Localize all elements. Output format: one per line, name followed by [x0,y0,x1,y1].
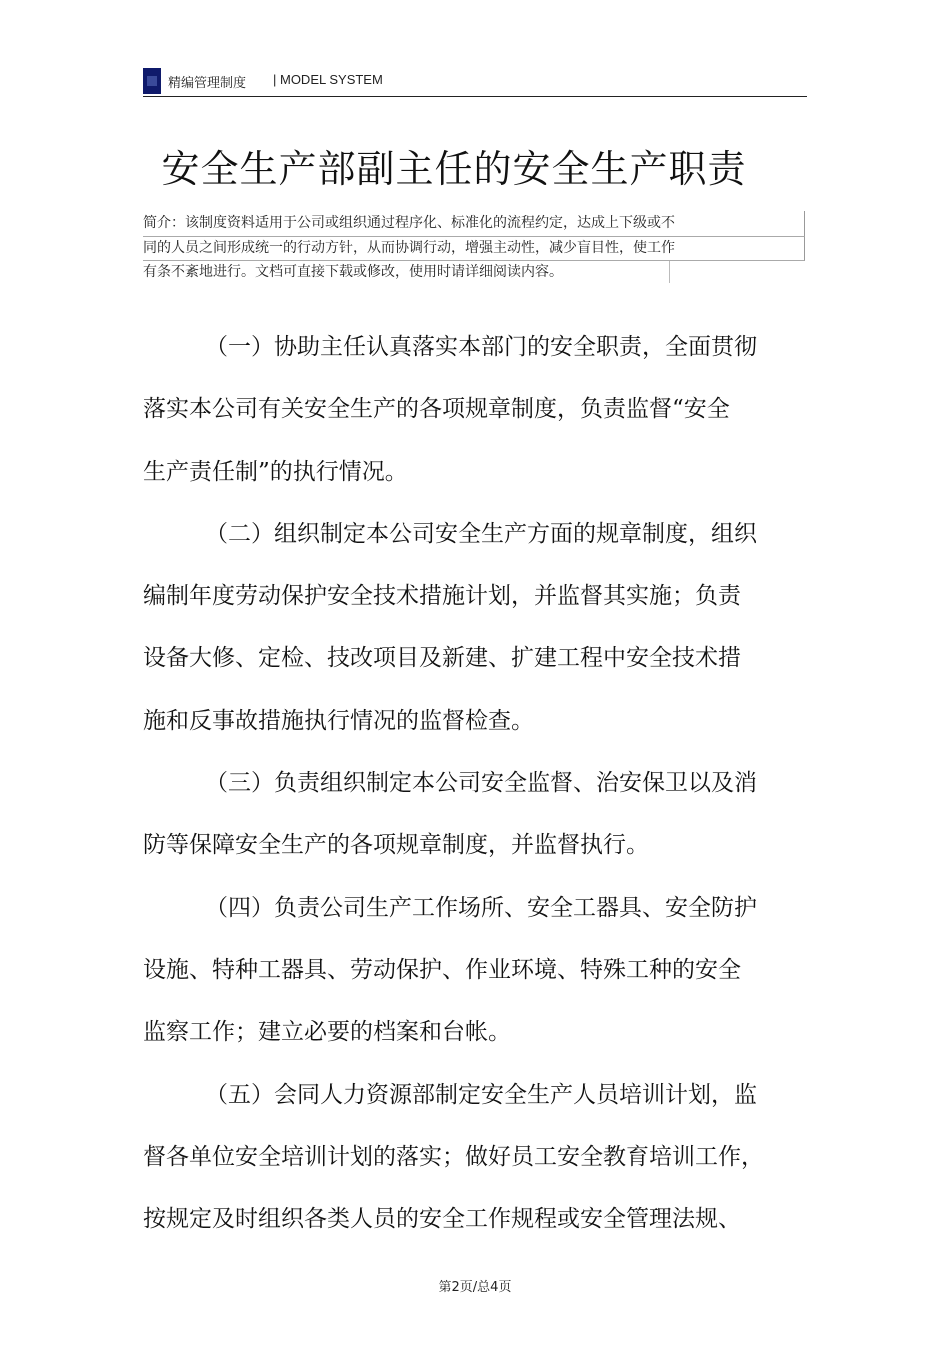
body-line: 按规定及时组织各类人员的安全工作规程或安全管理法规、 [143,1206,741,1233]
logo-icon [143,68,161,94]
body-line: 设施、特种工器具、劳动保护、作业环境、特殊工种的安全 [143,956,741,983]
header-model-system: | MODEL SYSTEM [273,72,383,87]
body-line: 监察工作；建立必要的档案和台帐。 [143,1019,511,1046]
body-line: 落实本公司有关安全生产的各项规章制度，负责监督“安全 [143,396,730,423]
body-line: 编制年度劳动保护安全技术措施计划，并监督其实施；负责 [143,583,741,610]
document-body [143,316,764,1250]
body-line: 督各单位安全培训计划的落实；做好员工安全教育培训工作， [143,1143,764,1170]
summary-line: 同的人员之间形成统一的行动方针，从而协调行动，增强主动性，减少盲目性，使工作 [143,239,675,256]
summary-line: 有条不紊地进行。文档可直接下载或修改，使用时请详细阅读内容。 [143,264,563,280]
body-line: （三）负责组织制定本公司安全监督、治安保卫以及消 [205,770,757,797]
document-summary [143,211,805,285]
body-line: 防等保障安全生产的各项规章制度，并监督执行。 [143,832,649,859]
page-header [143,66,807,97]
header-title: 精编管理制度 [168,76,247,91]
body-line: （一）协助主任认真落实本部门的安全职责，全面贯彻 [205,334,757,360]
body-line: 设备大修、定检、技改项目及新建、扩建工程中安全技术措 [143,645,741,672]
summary-line: 简介：该制度资料适用于公司或组织通过程序化、标准化的流程约定，达成上下级或不 [143,215,675,231]
page-number: 第2页/总4页 [438,1280,512,1295]
body-line: （二）组织制定本公司安全生产方面的规章制度，组织 [205,520,757,547]
body-line: 施和反事故措施执行情况的监督检查。 [143,707,534,734]
body-line: （五）会同人力资源部制定安全生产人员培训计划，监 [205,1081,757,1108]
document-title: 安全生产部副主任的安全生产职责 [161,147,747,191]
body-line: （四）负责公司生产工作场所、安全工器具、安全防护 [205,894,757,921]
body-line: 生产责任制”的执行情况。 [143,458,408,485]
